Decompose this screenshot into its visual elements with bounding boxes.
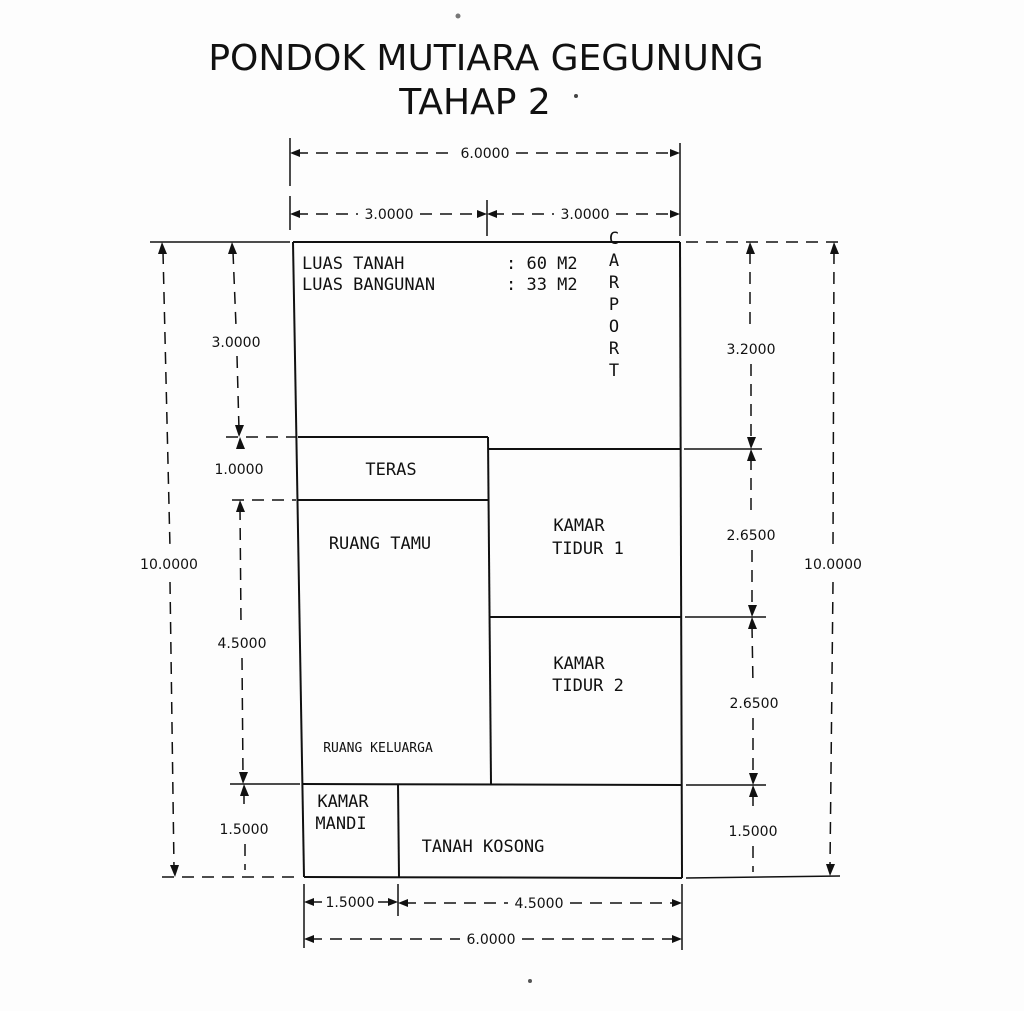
carport-label: CARPORT (604, 229, 624, 383)
ruang-keluarga-label: RUANG KELUARGA (323, 741, 433, 756)
dim-left-teras: 1.0000 (214, 462, 264, 478)
kamar-tidur-2-label-line2: TIDUR 2 (552, 676, 624, 696)
dim-left-tamu: 4.5000 (217, 636, 267, 652)
kamar-mandi-label-line1: KAMAR (317, 792, 369, 812)
dust-mark (574, 94, 578, 98)
kamar-mandi-label-line2: MANDI (315, 814, 367, 834)
teras-label: TERAS (365, 460, 417, 480)
dim-bottom-total: 6.0000 (466, 932, 516, 948)
dim-right-bottom: 1.5000 (728, 824, 778, 840)
kamar-tidur-2-label-line1: KAMAR (553, 654, 605, 674)
dim-right-total: 10.0000 (804, 557, 862, 573)
dim-right-tidur2: 2.6500 (729, 696, 779, 712)
dust-mark (528, 979, 532, 983)
tanah-kosong-label: TANAH KOSONG (421, 837, 545, 857)
title-line-1: PONDOK MUTIARA GEGUNUNG (208, 38, 764, 79)
kamar-tidur-1-label-line1: KAMAR (553, 516, 605, 536)
dim-top-total: 6.0000 (460, 146, 510, 162)
building-area-value: : 33 M2 (506, 275, 578, 295)
dim-bottom-left: 1.5000 (325, 895, 375, 911)
ruang-tamu-label: RUANG TAMU (328, 534, 432, 554)
kamar-tidur-1-label-line2: TIDUR 1 (552, 539, 624, 559)
dim-left-mandi: 1.5000 (219, 822, 269, 838)
dim-bottom-right: 4.5000 (514, 896, 564, 912)
land-area-label: LUAS TANAH (302, 254, 405, 274)
dim-left-carport: 3.0000 (211, 335, 261, 351)
dim-right-carport: 3.2000 (726, 342, 776, 358)
dim-right-tidur1: 2.6500 (726, 528, 776, 544)
land-area-value: : 60 M2 (506, 254, 578, 274)
title-line-2: TAHAP 2 (399, 82, 551, 123)
dust-mark (456, 14, 461, 19)
dim-top-right: 3.0000 (560, 207, 610, 223)
dim-top-left: 3.0000 (364, 207, 414, 223)
building-area-label: LUAS BANGUNAN (302, 275, 436, 295)
dim-left-total: 10.0000 (140, 557, 198, 573)
